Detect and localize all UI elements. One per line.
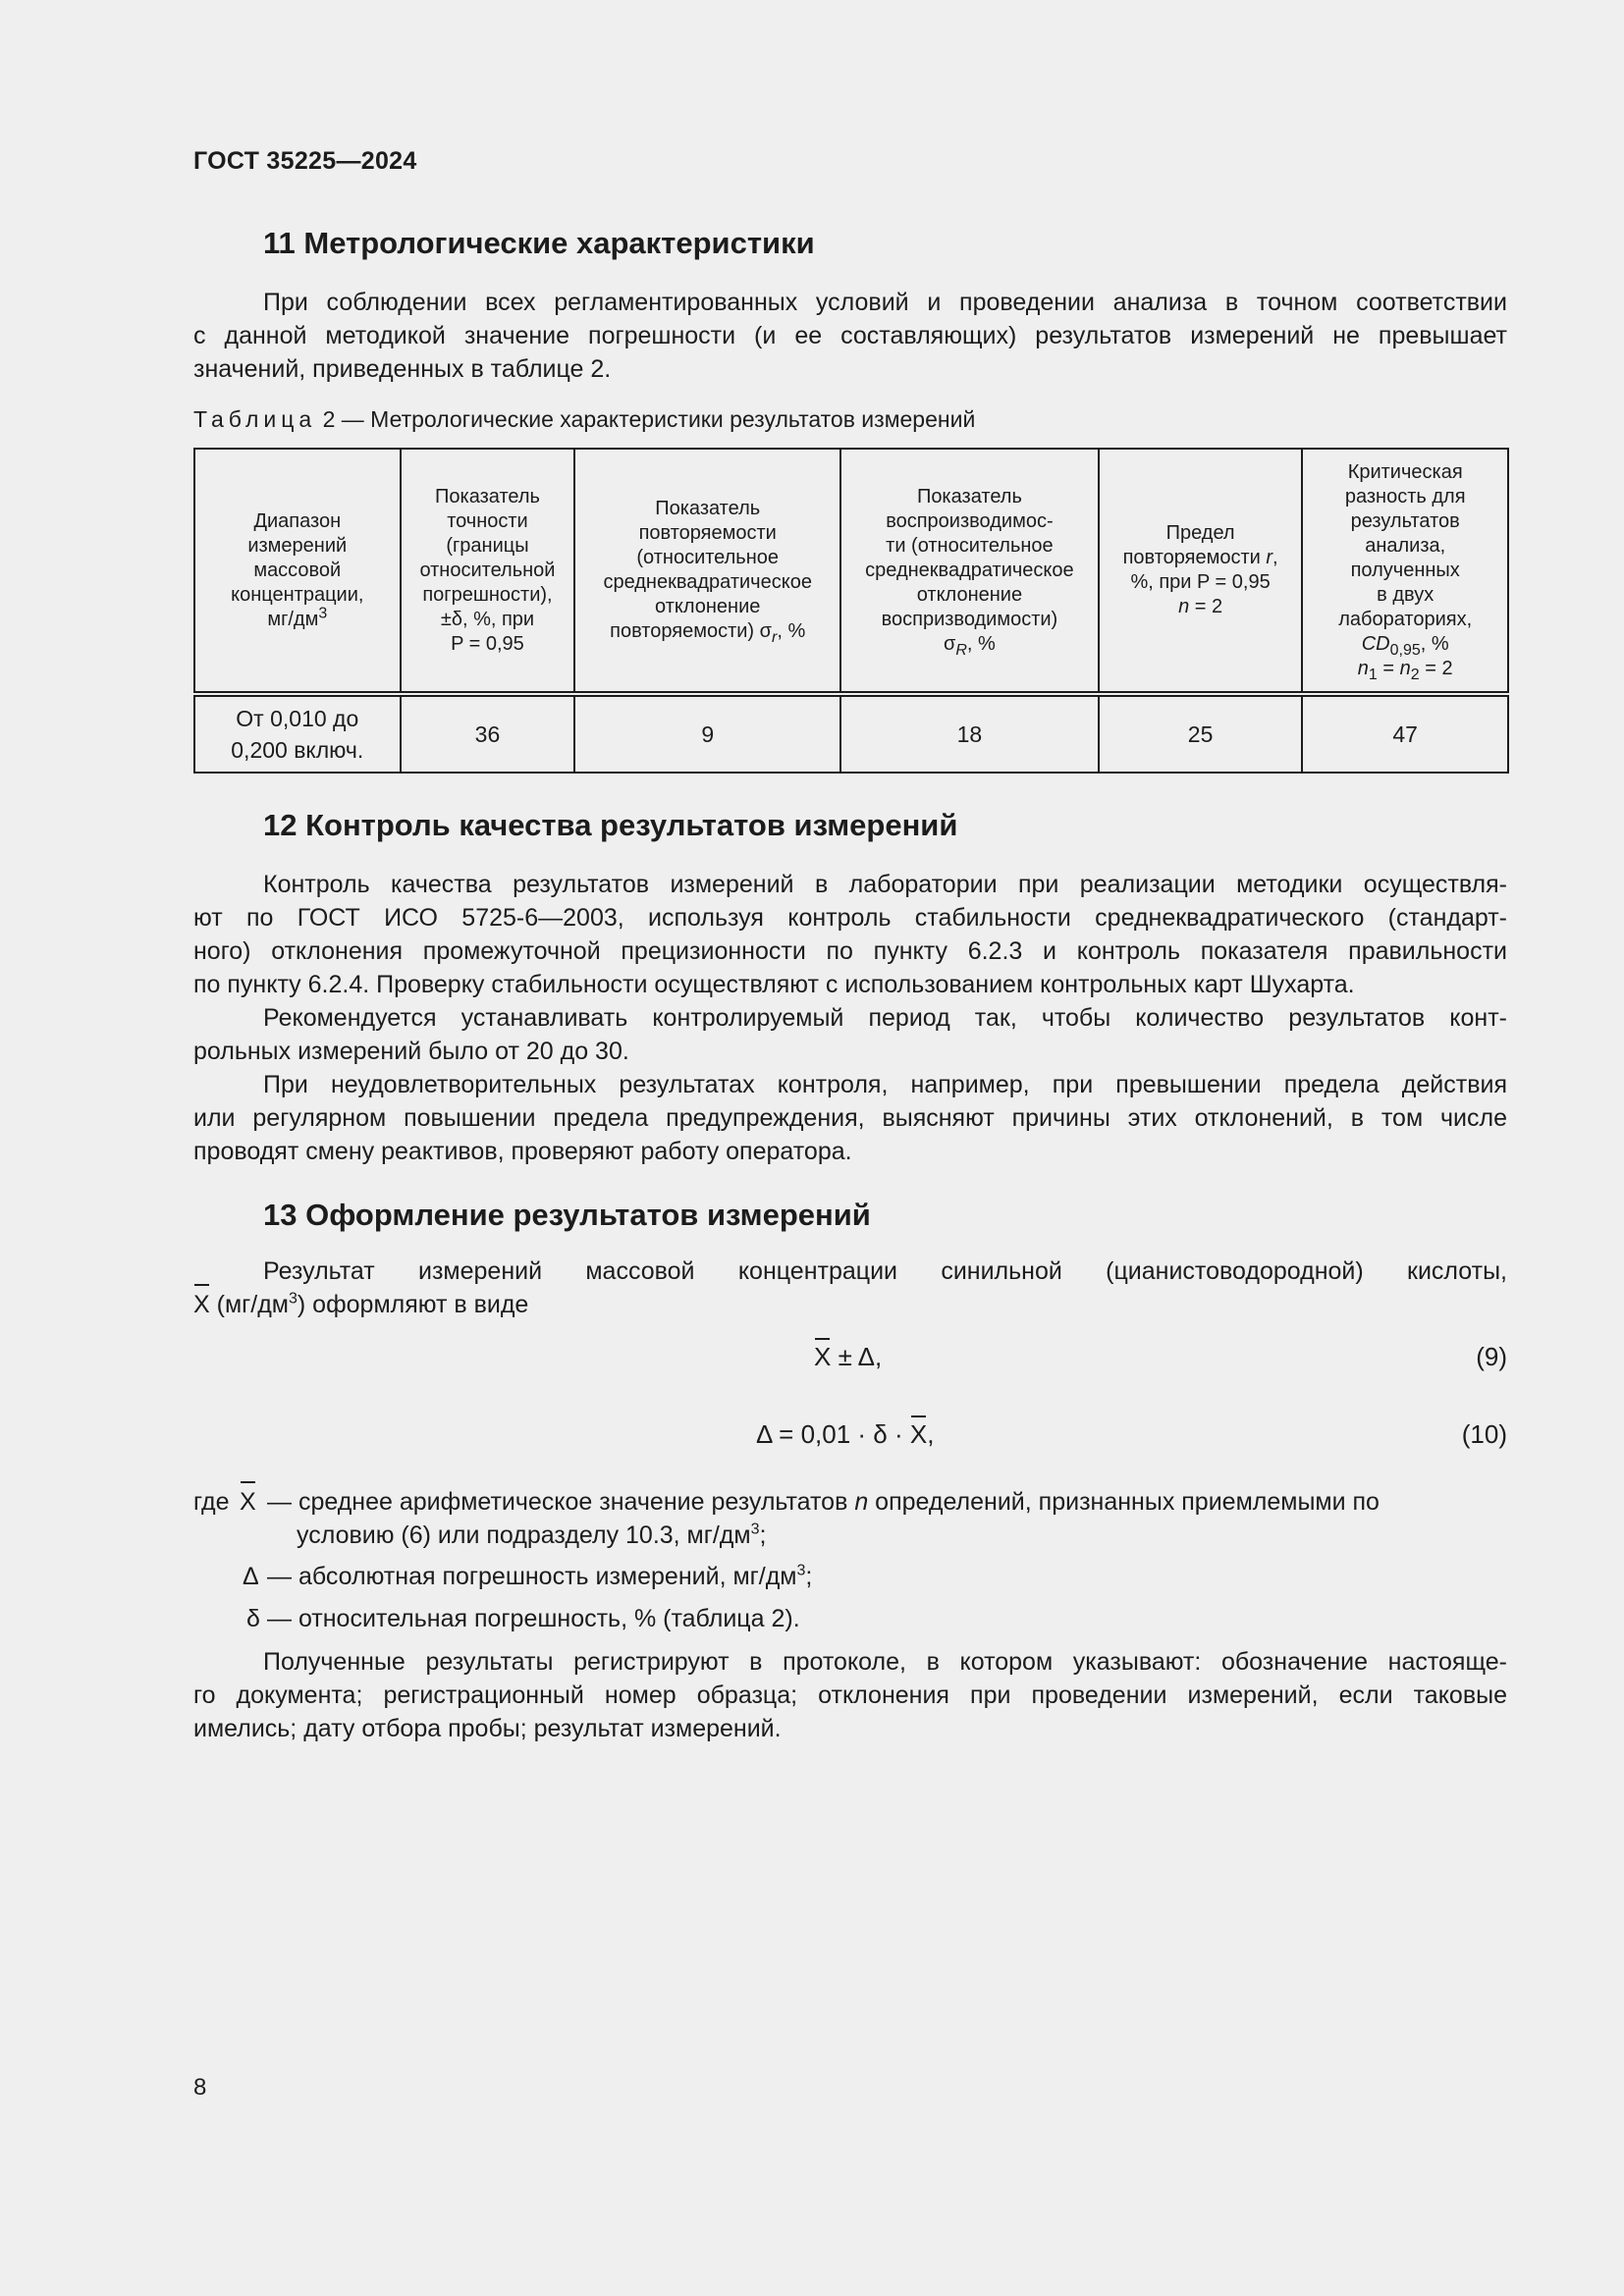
legend-text: условию (6) или подразделу 10.3, $мг/дм^3$; (297, 1521, 767, 1549)
section-11-title: 11 Метрологические характеристики (263, 226, 815, 260)
table-cell: 47 (1302, 694, 1508, 773)
table-cell: 25 (1099, 694, 1303, 773)
section-12-title: 12 Контроль качества результатов измерений (263, 808, 958, 842)
equation-9: X ± Δ, (814, 1342, 883, 1371)
table-header-cell: Показатель точности (границы относительной погрешности), ±δ, %, при P = 0,95 (401, 449, 575, 694)
text-line: с данной методикой значение погрешности (и ее составляющих) результатов измерений не превышает (193, 322, 1507, 349)
table-cell: 18 (840, 694, 1099, 773)
x-mean-symbol: X (193, 1288, 210, 1321)
text-line: значений, приведенных в таблице 2. (193, 355, 612, 383)
table-caption (193, 406, 975, 433)
x-mean-symbol: X (909, 1419, 928, 1449)
text-line: рольных измерений было от 20 до 30. (193, 1038, 629, 1065)
text-line: по пункту 6.2.4. Проверку стабильности осуществляют с использованием контрольных карт Шухарта. (193, 971, 1355, 998)
text-line: Контроль качества результатов измерений в лаборатории при реализации методики осуществля- (263, 871, 1507, 898)
text-line: го документа; регистрационный номер образца; отклонения при проведении измерений, если таковые (193, 1682, 1507, 1709)
text-line: имелись; дату отбора пробы; результат измерений. (193, 1715, 782, 1742)
text-line: Полученные результаты регистрируют в протоколе, в котором указывают: обозначение настояще- (263, 1648, 1507, 1676)
legend-text: — среднее арифметическое значение результатов n определений, признанных приемлемыми по (267, 1488, 1380, 1516)
equation-number: (10) (1461, 1419, 1507, 1449)
table-header-cell: Предел повторяемости r, %, при P = 0,95 n = 2 (1099, 449, 1303, 694)
text-line: Рекомендуется устанавливать контролируемый период так, чтобы количество результатов конт- (263, 1004, 1507, 1032)
table-header-cell: Критическая разность для результатов анализа, полученных в двух лабораториях, $CD_{0,95}$, % $n_1 = n_2 = 2$ (1302, 449, 1508, 694)
where-label: где (193, 1488, 230, 1516)
table-header-cell: Показатель повторяемости (относительное среднеквадратическое отклонение повторяемости) $\sigma_r$, % (574, 449, 840, 694)
text-line: ют по ГОСТ ИСО 5725-6—2003, используя контроль стабильности среднеквадратического (стандарт- (193, 904, 1507, 932)
text-line: При неудовлетворительных результатах контроля, например, при превышении предела действия (263, 1071, 1507, 1098)
legend-symbol: Δ (243, 1563, 259, 1590)
text-line: или регулярном повышении предела предупреждения, выясняют причины этих отклонений, в том числе (193, 1104, 1507, 1132)
text-line: проводят смену реактивов, проверяют работу оператора. (193, 1138, 852, 1165)
section-12-paragraph (193, 868, 1507, 1168)
section-11-paragraph (193, 286, 1507, 386)
metrology-table (193, 448, 1509, 774)
text-line: Результат измерений массовой концентрации синильной (цианистоводородной) кислоты, (263, 1257, 1507, 1285)
table-cell: 9 (574, 694, 840, 773)
table-caption-text: 2 — Метрологические характеристики результатов измерений (322, 406, 976, 432)
x-mean-symbol: X (814, 1342, 832, 1371)
section-13-closing (193, 1645, 1507, 1745)
legend-text: — абсолютная погрешность измерений, $мг/дм^3$; (267, 1562, 813, 1590)
section-13-title: 13 Оформление результатов измерений (263, 1198, 871, 1232)
table-cell: 36 (401, 694, 575, 773)
page-number: 8 (193, 2074, 207, 2101)
legend-text: — относительная погрешность, % (таблица 2). (267, 1605, 800, 1632)
text-line: ного) отклонения промежуточной прецизионности по пункту 6.2.3 и контроль показателя правильности (193, 937, 1507, 965)
section-13-intro (193, 1255, 1507, 1321)
text-line: X $(мг/дм^3)$ оформляют в виде (193, 1288, 1507, 1321)
legend-symbol: X (240, 1485, 256, 1519)
document-id: ГОСТ 35225—2024 (193, 147, 417, 175)
equation-10: Δ = 0,01 · δ · X, (756, 1419, 935, 1449)
table-cell: От 0,010 до 0,200 включ. (194, 694, 401, 773)
table-header-cell: Диапазон измерений массовой концентрации, $мг/дм^3$ (194, 449, 401, 694)
table-header-cell: Показатель воспроизводимос- ти (относительное среднеквадратическое отклонение воспризводимости) $\sigma_R$, % (840, 449, 1099, 694)
table-row (194, 694, 1508, 773)
text-line: При соблюдении всех регламентированных условий и проведении анализа в точном соответствии (263, 289, 1507, 316)
legend-symbol: δ (246, 1605, 260, 1632)
table-caption-prefix: Таблица (193, 406, 317, 432)
equation-number: (9) (1476, 1342, 1507, 1371)
